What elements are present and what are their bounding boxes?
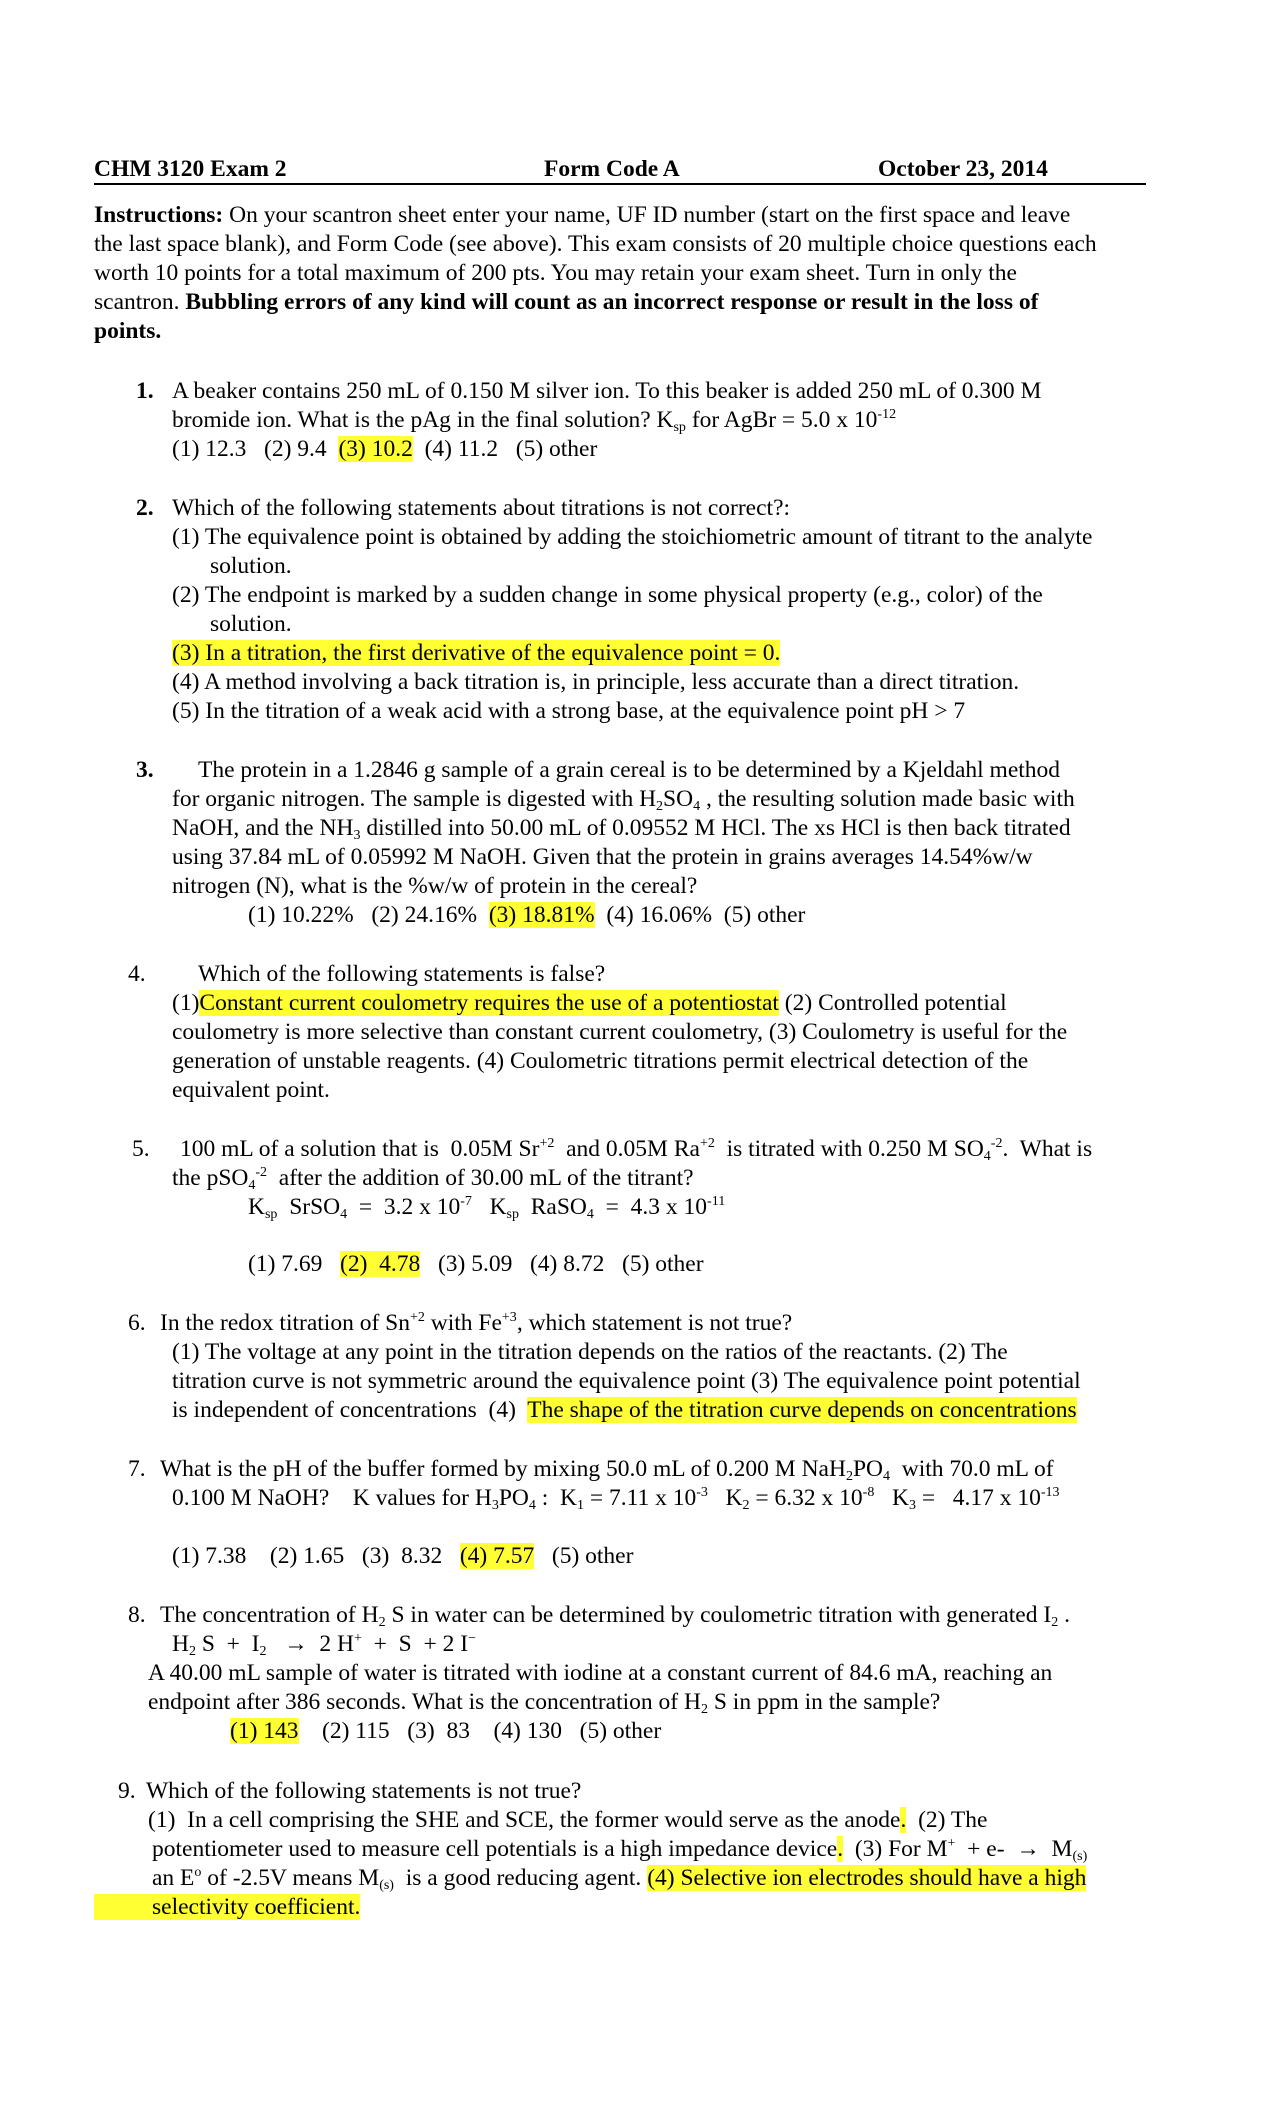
question-text: The protein in a 1.2846 g sample of a grain cereal is to be determined by a Kjeldahl method	[198, 757, 1061, 783]
answer-options: (1) 12.3 (2) 9.4 (3) 10.2 (4) 11.2 (5) other	[172, 436, 598, 462]
question-text: Which of the following statements about titrations is not correct?:	[172, 495, 791, 521]
question-text: coulometry is more selective than constant current coulometry, (3) Coulometry is useful for the	[172, 1019, 1068, 1045]
question-number: 3.	[136, 757, 154, 783]
answer-options: (1) 7.38 (2) 1.65 (3) 8.32 (4) 7.57 (5) other	[172, 1543, 634, 1569]
question-number: 9.	[118, 1778, 136, 1804]
question-text: In the redox titration of $Sn^{+2}$ with $Fe^{+3}$, which statement is not true?	[160, 1310, 793, 1336]
answer-option: (5) In the titration of a weak acid with a strong base, at the equivalence point pH > 7	[172, 698, 966, 724]
course-title: CHM 3120 Exam 2	[94, 156, 287, 182]
question-text: endpoint after 386 seconds. What is the concentration of $H_2$ S in ppm in the sample?	[148, 1689, 941, 1717]
question-text: for organic nitrogen. The sample is digested with $H_2SO_4$ , the resulting solution made basic with	[172, 786, 1075, 814]
question-text: Which of the following statements is not true?	[146, 1778, 582, 1804]
answer-option: (1) The equivalence point is obtained by adding the stoichiometric amount of titrant to the analyte	[172, 524, 1093, 550]
question-text: What is the pH of the buffer formed by mixing 50.0 mL of 0.200 M $NaH_2PO_4$ with 70.0 mL of	[160, 1456, 1054, 1484]
question-text: the pSO$_4^{-2}$ after the addition of 30.00 mL of the titrant?	[172, 1165, 694, 1193]
question-number: 8.	[128, 1602, 146, 1628]
question-number: 5.	[132, 1136, 150, 1162]
question-number: 1.	[136, 378, 154, 404]
question-text: Which of the following statements is false?	[198, 961, 606, 987]
question-text: A beaker contains 250 mL of 0.150 M silver ion. To this beaker is added 250 mL of 0.300 M	[172, 378, 1042, 404]
instructions-label: Instructions:	[94, 202, 224, 228]
question-text: A 40.00 mL sample of water is titrated with iodine at a constant current of 84.6 mA, reaching an	[148, 1660, 1053, 1686]
answer-option: (2) The endpoint is marked by a sudden change in some physical property (e.g., color) of the	[172, 582, 1043, 608]
question-text: NaOH, and the $NH_3$ distilled into 50.00 mL of 0.09552 M HCl. The xs HCl is then back titrated	[172, 815, 1071, 843]
highlighted-answer: (2) 4.78	[340, 1251, 421, 1277]
reaction-equation: $H_2$ $S + I_2 \to 2$ H+ + S + 2 I−	[172, 1631, 476, 1659]
instructions-warning: points.	[94, 318, 162, 344]
question-number: 4.	[128, 961, 146, 987]
question-text: 100 mL of a solution that is 0.05M $Sr^{+2}$ and 0.05M $Ra^{+2}$ is titrated with 0.250 M $SO_4^{-2}$. What is	[180, 1136, 1093, 1164]
answer-option: solution.	[210, 611, 292, 637]
header-rule	[94, 183, 1146, 185]
instructions-text: worth 10 points for a total maximum of 200 pts. You may retain your exam sheet. Turn in only the	[94, 260, 1017, 286]
question-text: an $E^o$ of -2.5V means $M_{(s)}$ is a good reducing agent. (4) Selective ion electrodes should have a high	[152, 1865, 1087, 1893]
highlighted-answer: Constant current coulometry requires the use of a potentiostat	[199, 990, 779, 1016]
question-text: equivalent point.	[172, 1077, 330, 1103]
highlighted-answer: (3) 18.81%	[488, 902, 595, 928]
answer-options: (1) 10.22% (2) 24.16% (3) 18.81% (4) 16.06% (5) other	[248, 902, 806, 928]
answer-option: (4) A method involving a back titration is, in principle, less accurate than a direct titration.	[172, 669, 1020, 695]
question-text: using 37.84 mL of 0.05992 M NaOH. Given that the protein in grains averages 14.54%w/w	[172, 844, 1033, 870]
question-text: (1) In a cell comprising the SHE and SCE, the former would serve as the anode. (2) The	[148, 1807, 988, 1833]
instructions-text: On your scantron sheet enter your name, UF ID number (start on the first space and leave	[229, 202, 1071, 228]
answer-options: (1) 7.69 (2) 4.78 (3) 5.09 (4) 8.72 (5) other	[248, 1251, 704, 1277]
exam-date: October 23, 2014	[878, 156, 1048, 182]
highlighted-answer: (3) 10.2	[338, 436, 413, 462]
question-text: bromide ion. What is the pAg in the final solution? $K_{sp}$ for AgBr = 5.0 x $10^{-12}$	[172, 407, 897, 435]
question-text: The concentration of $H_2$ S in water can be determined by coulometric titration with generated $I_2$ .	[160, 1602, 1070, 1630]
question-text: generation of unstable reagents. (4) Coulometric titrations permit electrical detection of the	[172, 1048, 1029, 1074]
highlighted-answer: The shape of the titration curve depends on concentrations	[527, 1397, 1077, 1423]
question-text: is independent of concentrations (4) The shape of the titration curve depends on concentrations	[172, 1397, 1077, 1423]
highlighted-answer: (1) 143	[230, 1718, 299, 1744]
instructions-text: the last space blank), and Form Code (see above). This exam consists of 20 multiple choice questions each	[94, 231, 1097, 257]
highlighted-answer: (4) 7.57	[459, 1543, 535, 1569]
question-text: (1)Constant current coulometry requires the use of a potentiostat (2) Controlled potential	[172, 990, 1007, 1016]
highlighted-answer: (3) In a titration, the first derivative of the equivalence point = 0.	[172, 640, 781, 666]
answer-options: (1) 143 (2) 115 (3) 83 (4) 130 (5) other	[230, 1718, 662, 1744]
highlighted-answer: (4) Selective ion electrodes should have a high	[647, 1865, 1087, 1891]
instructions-warning: Bubbling errors of any kind will count as an incorrect response or result in the loss of	[185, 289, 1039, 315]
question-text: 0.100 M NaOH? K values for $H_3PO_4$ : $K_1 = 7.11$ x $10^{-3}$ $K_2 = 6.32$ x $10^{-8}$ $K_3 = 4.17$ x $10^{-13}$	[172, 1485, 1060, 1513]
ksp-values: $K_{sp}$ SrSO$_4$ = 3.2 x $10^{-7}$ $K_{sp}$ RaSO$_4$ = 4.3 x $10^{-11}$	[248, 1194, 726, 1222]
form-code: Form Code A	[544, 156, 680, 182]
question-text: potentiometer used to measure cell potentials is a high impedance device. (3) For $M^+ + e- \to M_{(s)}$	[152, 1836, 1088, 1864]
instructions-text: scantron.	[94, 289, 180, 315]
question-number: 7.	[128, 1456, 146, 1482]
question-number: 6.	[128, 1310, 146, 1336]
question-number: 2.	[136, 495, 154, 521]
question-text: titration curve is not symmetric around the equivalence point (3) The equivalence point potential	[172, 1368, 1081, 1394]
question-text: nitrogen (N), what is the %w/w of protein in the cereal?	[172, 873, 698, 899]
question-text: (1) The voltage at any point in the titration depends on the ratios of the reactants. (2) The	[172, 1339, 1008, 1365]
highlighted-answer: selectivity coefficient.	[94, 1893, 360, 1922]
answer-option: solution.	[210, 553, 292, 579]
